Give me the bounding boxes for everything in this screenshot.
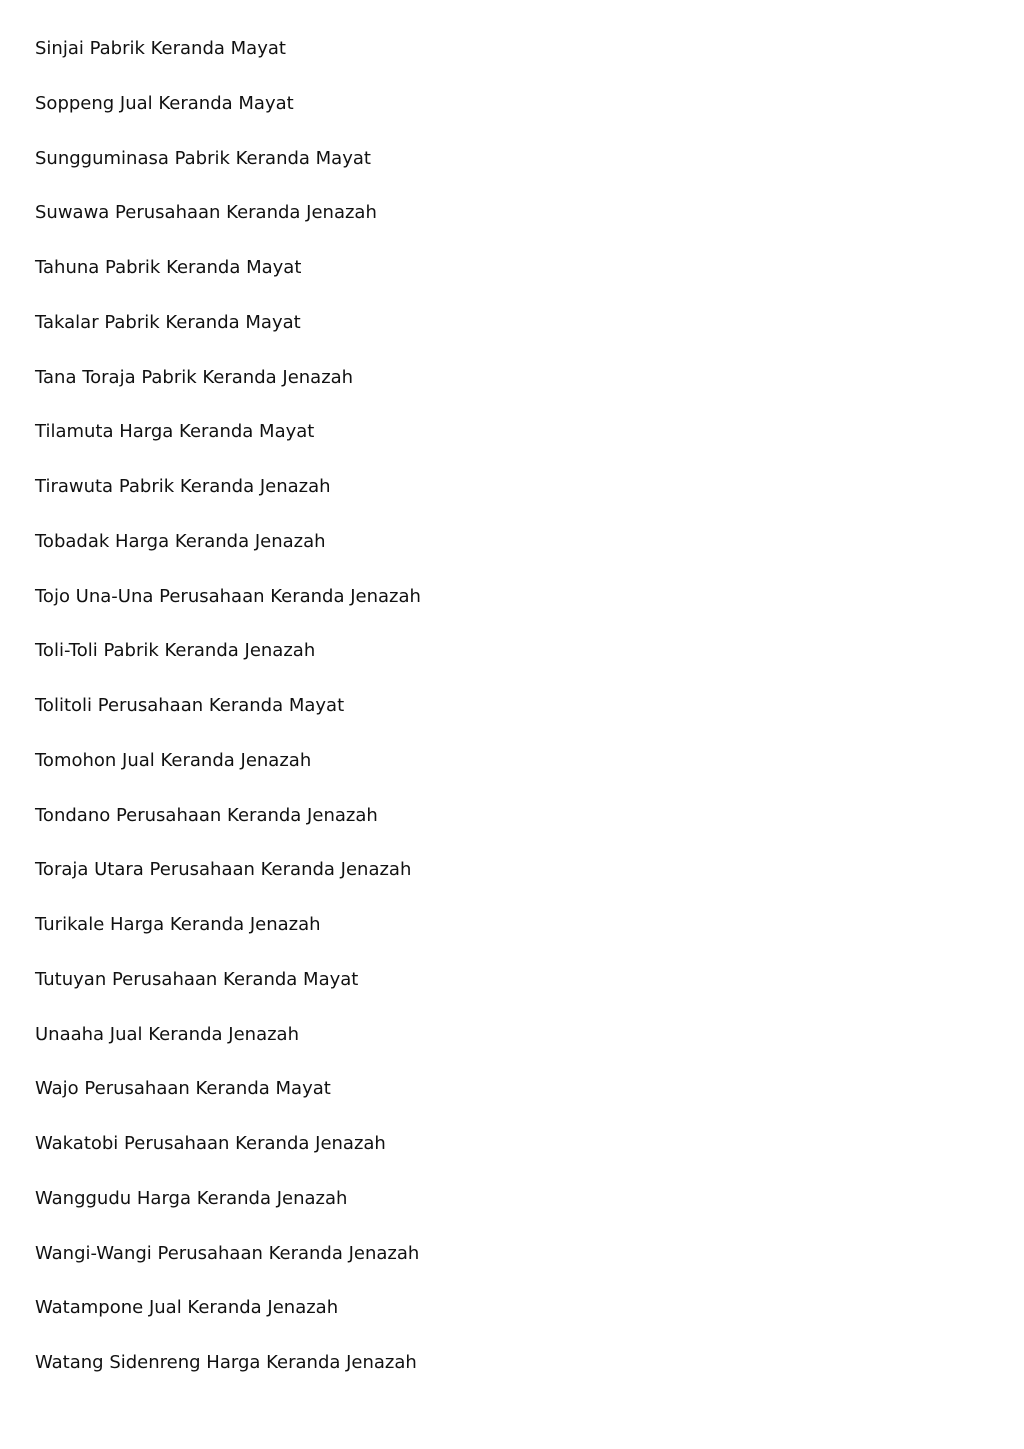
document-line-list: [35, 36, 421, 1405]
document-line: Tahuna Pabrik Keranda Mayat: [35, 257, 302, 278]
document-line: Suwawa Perusahaan Keranda Jenazah: [35, 202, 377, 224]
document-line: Wangi-Wangi Perusahaan Keranda Jenazah: [35, 1242, 420, 1264]
document-line: Tomohon Jual Keranda Jenazah: [35, 749, 312, 771]
document-line: Watang Sidenreng Harga Keranda Jenazah: [35, 1352, 417, 1373]
document-line: Sinjai Pabrik Keranda Mayat: [35, 38, 286, 59]
document-line: Watampone Jual Keranda Jenazah: [35, 1297, 339, 1319]
document-line: Tojo Una-Una Perusahaan Keranda Jenazah: [35, 585, 421, 607]
document-line: Tilamuta Harga Keranda Mayat: [35, 421, 315, 443]
document-line: Wanggudu Harga Keranda Jenazah: [35, 1187, 348, 1209]
document-line: Tana Toraja Pabrik Keranda Jenazah: [35, 366, 354, 388]
document-line: Tondano Perusahaan Keranda Jenazah: [35, 804, 378, 826]
document-line: Takalar Pabrik Keranda Mayat: [35, 311, 301, 333]
document-line: Tirawuta Pabrik Keranda Jenazah: [35, 476, 331, 497]
document-line: Wajo Perusahaan Keranda Mayat: [35, 1078, 331, 1100]
document-line: Toraja Utara Perusahaan Keranda Jenazah: [35, 859, 412, 881]
document-line: Soppeng Jual Keranda Mayat: [35, 92, 294, 114]
document-line: Sungguminasa Pabrik Keranda Mayat: [35, 147, 371, 169]
document-line: Tobadak Harga Keranda Jenazah: [35, 530, 326, 552]
document-line: Tutuyan Perusahaan Keranda Mayat: [35, 968, 359, 990]
document-line: Wakatobi Perusahaan Keranda Jenazah: [35, 1133, 386, 1154]
document-line: Turikale Harga Keranda Jenazah: [35, 914, 321, 935]
document-line: Unaaha Jual Keranda Jenazah: [35, 1023, 299, 1045]
document-line: Tolitoli Perusahaan Keranda Mayat: [35, 695, 345, 716]
document-line: Toli-Toli Pabrik Keranda Jenazah: [35, 640, 316, 662]
